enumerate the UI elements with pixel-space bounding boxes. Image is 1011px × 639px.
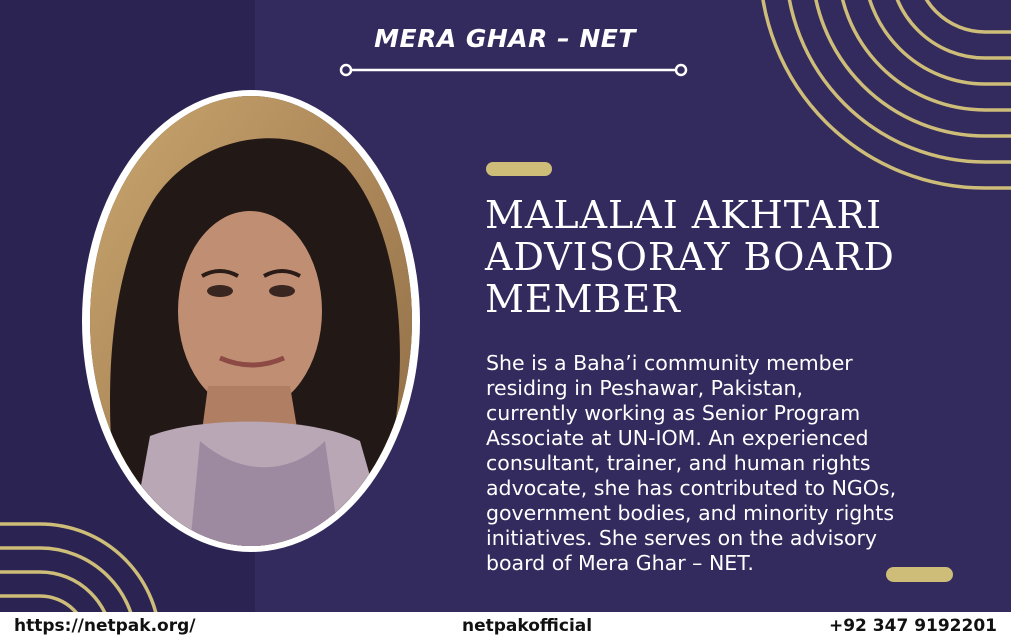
portrait-photo xyxy=(90,96,412,546)
social-handle[interactable]: netpakofficial xyxy=(462,616,593,636)
name-line: MALALAI AKHTARI xyxy=(485,193,883,237)
accent-bar-bottom xyxy=(886,567,953,582)
bio-line: residing in Peshawar, Pakistan, xyxy=(486,376,804,400)
title-underline xyxy=(338,62,688,78)
bio-line: consultant, trainer, and human rights xyxy=(486,451,871,475)
footer-bar xyxy=(0,612,1011,639)
phone-number[interactable]: +92 347 9192201 xyxy=(828,616,997,636)
bio-line: Associate at UN-IOM. An experienced xyxy=(486,426,869,450)
accent-bar-top xyxy=(486,162,552,176)
bio-line: board of Mera Ghar – NET. xyxy=(486,551,754,575)
member-name-heading xyxy=(485,194,985,320)
bio-line: advocate, she has contributed to NGOs, xyxy=(486,476,897,500)
portrait-illustration xyxy=(90,96,412,546)
role-line: ADVISORAY BOARD xyxy=(485,235,895,279)
org-title: MERA GHAR – NET xyxy=(374,24,636,53)
bio-text xyxy=(486,351,986,576)
bio-line: currently working as Senior Program xyxy=(486,401,861,425)
bio-line: government bodies, and minority rights xyxy=(486,501,895,525)
bio-line: She is a Baha’i community member xyxy=(486,351,853,375)
role-line: MEMBER xyxy=(485,277,681,321)
website-link[interactable]: https://netpak.org/ xyxy=(14,616,196,636)
bio-line: initiatives. She serves on the advisory xyxy=(486,526,878,550)
